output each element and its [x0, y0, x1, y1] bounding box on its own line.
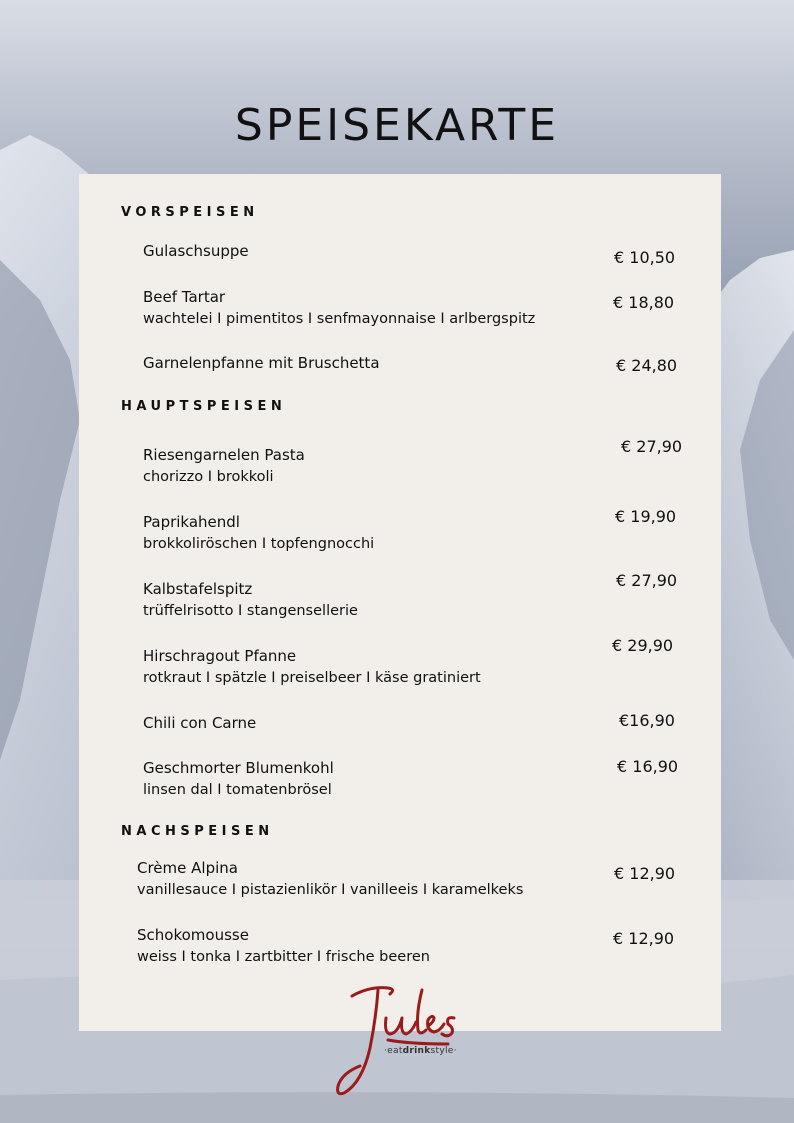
item-description: weiss I tonka I zartbitter I frische beeren — [137, 949, 430, 965]
item-description: vanillesauce I pistazienlikör I vanilleeis I karamelkeks — [137, 882, 524, 898]
menu-item-kalbstafelspitz — [143, 578, 623, 622]
menu-item-beef-tartar — [143, 286, 623, 330]
item-price: € 12,90 — [614, 864, 676, 883]
menu-item-gulaschsuppe — [143, 240, 623, 262]
menu-item-riesengarnelen-pasta — [143, 444, 623, 488]
section-heading-vorspeisen: VORSPEISEN — [121, 205, 259, 220]
item-name: Hirschragout Pfanne — [143, 647, 297, 665]
menu-item-schokomousse — [137, 924, 617, 968]
item-description: chorizzo I brokkoli — [143, 469, 274, 485]
item-price: € 27,90 — [621, 437, 683, 456]
item-description: linsen dal I tomatenbrösel — [143, 782, 332, 798]
item-name: Paprikahendl — [143, 513, 240, 531]
item-price: € 12,90 — [613, 929, 675, 948]
menu-item-paprikahendl — [143, 511, 623, 555]
menu-card — [79, 174, 721, 1031]
item-price: € 24,80 — [616, 356, 678, 375]
item-description: wachtelei I pimentitos I senfmayonnaise I arlbergspitz — [143, 311, 536, 327]
item-name: Beef Tartar — [143, 288, 226, 306]
item-description: rotkraut I spätzle I preiselbeer I käse gratiniert — [143, 670, 481, 686]
menu-item-creme-alpina — [137, 857, 617, 901]
section-heading-nachspeisen: NACHSPEISEN — [121, 824, 274, 839]
item-name: Geschmorter Blumenkohl — [143, 759, 334, 777]
item-description: brokkoliröschen I topfengnocchi — [143, 536, 375, 552]
item-price: € 16,90 — [617, 757, 679, 776]
item-price: € 19,90 — [615, 507, 677, 526]
item-name: Schokomousse — [137, 926, 249, 944]
section-heading-hauptspeisen: HAUPTSPEISEN — [121, 399, 287, 414]
item-name: Crème Alpina — [137, 859, 238, 877]
item-name: Chili con Carne — [143, 714, 257, 732]
menu-item-chili-con-carne — [143, 712, 623, 734]
item-name: Garnelenpfanne mit Bruschetta — [143, 354, 380, 372]
item-name: Kalbstafelspitz — [143, 580, 253, 598]
page-title: SPEISEKARTE — [234, 100, 560, 151]
item-price: €16,90 — [619, 711, 675, 730]
menu-item-geschmorter-blumenkohl — [143, 757, 623, 801]
menu-item-garnelenpfanne — [143, 352, 623, 374]
item-name: Gulaschsuppe — [143, 242, 249, 260]
item-price: € 27,90 — [616, 571, 678, 590]
item-name: Riesengarnelen Pasta — [143, 446, 305, 464]
jules-logo — [330, 978, 470, 1103]
item-description: trüffelrisotto I stangensellerie — [143, 603, 358, 619]
menu-item-hirschragout — [143, 645, 623, 689]
item-price: € 18,80 — [613, 293, 675, 312]
item-price: € 29,90 — [612, 636, 674, 655]
item-price: € 10,50 — [614, 248, 676, 267]
brand-tagline: ·eatdrinkstyle· — [384, 1046, 457, 1056]
